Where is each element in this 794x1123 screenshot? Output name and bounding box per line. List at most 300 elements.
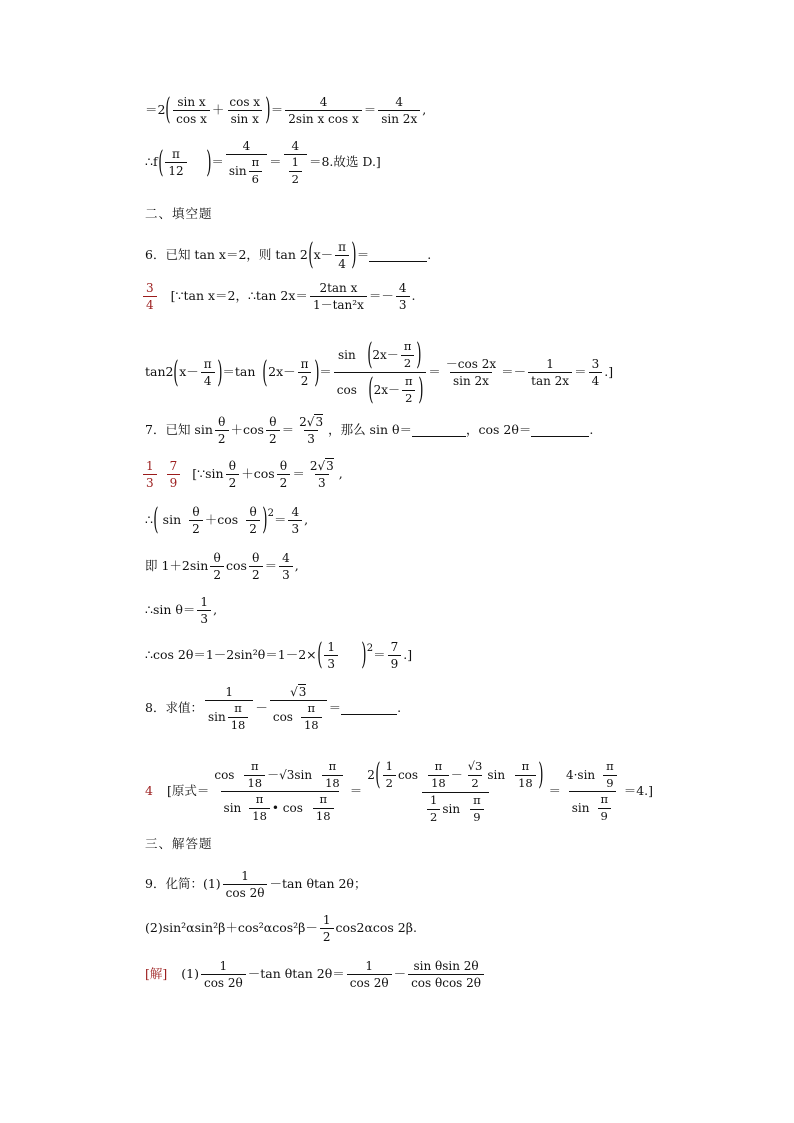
answer-blank-sin[interactable] <box>412 424 466 437</box>
text: ＝ <box>211 154 224 170</box>
text: ＝ <box>269 154 282 170</box>
fraction <box>226 96 263 125</box>
numerator: 1 <box>430 793 438 807</box>
text: cos <box>336 383 357 397</box>
numerator: π <box>203 357 212 371</box>
fraction <box>396 282 410 311</box>
exponent: 2 <box>366 643 374 654</box>
text: sin <box>571 801 590 815</box>
paren-open: ( <box>153 502 159 537</box>
answer-7 <box>145 460 343 489</box>
fraction <box>205 686 253 731</box>
fraction <box>307 460 337 489</box>
denominator: 3 <box>304 430 318 445</box>
denominator: 1－tan²x <box>310 296 367 311</box>
question-6 <box>145 237 432 272</box>
denominator: 3 <box>288 520 302 535</box>
paren-close: ) <box>205 144 212 180</box>
numerator: 4 <box>291 139 300 153</box>
fraction <box>335 241 349 270</box>
fraction <box>165 148 186 177</box>
text: ＝ <box>292 466 305 482</box>
fraction <box>211 761 347 822</box>
fraction <box>597 794 611 822</box>
text: 8．求值： <box>145 700 203 716</box>
text: ∴sin θ＝ <box>145 602 196 618</box>
text: ＝ <box>273 511 287 527</box>
numerator: sin x <box>177 94 206 109</box>
denominator: sin x <box>228 110 262 125</box>
exponent: 2 <box>267 508 274 519</box>
text: (2)sin²αsin²β＋cos²αcos²β－ <box>145 920 318 936</box>
denominator: 2 <box>215 430 229 445</box>
text: [原式＝ <box>166 783 210 799</box>
text: －√3sin <box>267 768 313 782</box>
denominator: 6 <box>249 171 262 186</box>
answer-7-step-5 <box>145 637 413 672</box>
text: － <box>450 768 463 782</box>
fraction <box>270 686 327 731</box>
text: sin <box>223 801 242 815</box>
denominator: 2 <box>401 355 414 370</box>
paren-open: ( <box>262 354 268 390</box>
paren-open: ( <box>375 757 381 792</box>
text: ＝ <box>319 364 332 380</box>
text: ＝－ <box>501 364 527 380</box>
fraction <box>589 358 603 387</box>
text: sin <box>207 710 226 724</box>
text: ＝ <box>574 364 587 380</box>
denominator: 2 <box>298 372 312 387</box>
denominator: tan 2x <box>528 372 572 387</box>
denominator: 18 <box>428 775 449 790</box>
answer-9 <box>145 960 486 989</box>
fraction <box>388 641 402 670</box>
paren-close: ) <box>216 354 223 390</box>
paren-open: ( <box>366 337 373 372</box>
fraction <box>401 341 415 369</box>
text: ＝ <box>363 101 377 117</box>
line-2 <box>145 140 381 185</box>
denominator: 2 <box>226 474 240 489</box>
denominator: 2 <box>277 474 291 489</box>
text: sin <box>228 164 247 178</box>
paren-close: ) <box>416 337 422 372</box>
fraction <box>201 960 246 989</box>
denominator <box>569 791 616 822</box>
fraction <box>215 416 229 445</box>
denominator: 2 <box>210 566 224 581</box>
text: － <box>255 700 268 716</box>
answer-value: 4 <box>145 783 153 799</box>
numerator: π <box>172 147 180 161</box>
denominator: 3 <box>315 474 329 489</box>
fraction <box>528 358 572 387</box>
fraction <box>173 96 210 125</box>
answer-blank[interactable] <box>341 702 397 715</box>
denominator: 2 <box>468 775 481 790</box>
numerator: π <box>521 759 530 773</box>
answer-8 <box>145 757 654 824</box>
text: sin <box>442 802 461 816</box>
text: ＋cos <box>241 466 275 482</box>
text: , <box>294 558 299 574</box>
text: ，那么 sin θ＝ <box>328 422 413 438</box>
denominator: cos 2θ <box>201 974 246 989</box>
text: ＝2 <box>145 101 166 117</box>
text: .] <box>604 364 614 380</box>
text: ＝－ <box>368 288 394 304</box>
denominator: 3 <box>279 566 293 581</box>
numerator: √3 <box>290 685 307 699</box>
text: . <box>397 700 402 716</box>
numerator: sin θsin 2θ <box>413 959 479 973</box>
fraction <box>324 641 338 670</box>
question-9 <box>145 870 366 899</box>
text: sin <box>487 768 506 782</box>
text: x－ <box>179 364 199 380</box>
denominator: 2 <box>289 171 302 186</box>
answer-6 <box>145 282 416 311</box>
numerator: 1 <box>546 357 554 371</box>
text: cos <box>397 768 419 782</box>
paren-close: ) <box>265 92 271 127</box>
fraction <box>313 794 334 822</box>
numerator: 7 <box>390 639 399 654</box>
numerator: 4 <box>319 94 328 109</box>
numerator: √3 <box>467 759 483 773</box>
numerator: π <box>473 793 481 807</box>
text: sin <box>162 511 182 527</box>
numerator: cos x <box>229 94 261 109</box>
numerator: 3 <box>146 281 154 295</box>
fraction <box>515 761 536 789</box>
fraction <box>443 358 499 387</box>
text: . <box>411 288 416 304</box>
text: ＝ <box>548 783 561 799</box>
text: － <box>393 966 407 982</box>
text: ＝ <box>356 246 370 262</box>
answer-7-step-3 <box>145 552 299 581</box>
paren-open: ( <box>308 237 314 272</box>
text: ＝ <box>428 364 441 380</box>
denominator: 2 <box>320 928 334 943</box>
denominator <box>226 154 267 185</box>
text: 即 1＋2sin <box>145 558 209 574</box>
text: －tan θtan 2θ； <box>269 876 367 892</box>
numerator: θ <box>279 459 288 473</box>
fraction <box>288 506 302 535</box>
paren-close: ) <box>417 372 424 407</box>
fraction <box>301 703 322 731</box>
denominator: 3 <box>197 610 211 625</box>
numerator: 4 <box>291 504 300 519</box>
numerator: 1 <box>200 595 209 609</box>
fraction <box>228 703 249 731</box>
fraction <box>266 416 280 445</box>
text: ，cos 2θ＝ <box>466 422 532 438</box>
answer-blank[interactable] <box>369 249 427 262</box>
text: cos <box>214 768 235 782</box>
text: ＝8.故选 D.] <box>308 154 381 170</box>
denominator: 18 <box>228 717 249 732</box>
numerator: θ <box>218 415 226 429</box>
text: ＋ <box>211 101 225 117</box>
text: cos <box>272 710 293 724</box>
numerator: 1 <box>385 759 393 773</box>
text: ＋cos <box>230 422 264 438</box>
answer-7-step-2 <box>145 502 309 537</box>
numerator: 1 <box>241 869 249 883</box>
fraction <box>277 460 291 489</box>
paren-close: ) <box>262 502 268 537</box>
text: .] <box>403 646 413 662</box>
fraction <box>226 460 240 489</box>
denominator: 2 <box>266 430 280 445</box>
denominator: 18 <box>244 775 265 790</box>
fraction <box>378 96 420 125</box>
numerator: π <box>338 239 347 254</box>
text: ∴f <box>145 154 158 170</box>
answer-fraction <box>143 282 157 311</box>
fraction <box>249 157 263 185</box>
text: ＝ <box>270 101 284 117</box>
answer-7-step-4 <box>145 596 217 625</box>
paren-open: ( <box>316 637 323 672</box>
fraction <box>201 358 215 387</box>
text: 9．化简：(1) <box>145 876 221 892</box>
text: 3 <box>326 459 334 473</box>
solution-label: [解] <box>145 966 168 982</box>
numerator: θ <box>228 459 237 473</box>
numerator <box>364 757 546 792</box>
denominator: 18 <box>322 775 343 790</box>
denominator: 9 <box>470 809 483 824</box>
fraction <box>197 596 211 625</box>
question-7 <box>145 416 593 445</box>
section-heading-fill-in: 二、填空题 <box>145 206 213 221</box>
denominator: 2 <box>427 809 440 824</box>
denominator: 18 <box>301 717 322 732</box>
denominator: 4 <box>589 372 603 387</box>
denominator: 18 <box>515 775 536 790</box>
numerator: 1 <box>322 913 331 927</box>
fraction <box>249 552 263 581</box>
text: , <box>304 511 309 527</box>
numerator: 4 <box>398 281 407 295</box>
denominator: 9 <box>603 775 616 790</box>
text: 3 <box>298 685 307 699</box>
numerator: 2tan x <box>319 281 358 295</box>
text: 6．已知 tan x＝2，则 tan 2 <box>145 246 308 262</box>
fraction <box>226 140 267 185</box>
fraction <box>427 795 440 823</box>
numerator: π <box>403 339 412 353</box>
text: 2x－ <box>372 348 399 362</box>
text: cos <box>225 558 247 574</box>
denominator <box>221 791 339 822</box>
numerator: 1 <box>225 685 233 699</box>
fraction <box>603 761 617 789</box>
numerator: π <box>307 701 316 715</box>
text: . <box>427 246 432 262</box>
text: 3 <box>315 415 324 429</box>
text: 2 <box>367 768 375 782</box>
numerator: π <box>600 792 608 806</box>
denominator: 9 <box>167 474 181 489</box>
text: x－ <box>313 246 334 262</box>
numerator: π <box>250 759 259 773</box>
denominator: 18 <box>249 808 270 823</box>
denominator: 2 <box>402 390 415 405</box>
denominator <box>284 154 307 185</box>
denominator: 2 <box>249 566 263 581</box>
denominator: cos θcos 2θ <box>408 974 484 989</box>
fraction <box>310 282 367 311</box>
fraction <box>465 761 486 789</box>
paren-open: ( <box>157 144 164 180</box>
fraction <box>347 960 392 989</box>
text: 7．已知 sin <box>145 422 213 438</box>
text: ＝4.] <box>623 783 654 799</box>
numerator: 1 <box>327 639 335 654</box>
numerator <box>335 337 425 372</box>
numerator: θ <box>213 551 221 565</box>
denominator: 2 <box>383 775 396 790</box>
denominator: sin 2x <box>450 372 492 387</box>
fraction <box>383 761 396 789</box>
fraction <box>210 552 224 581</box>
fraction <box>249 794 270 822</box>
paren-close: ) <box>537 757 544 792</box>
numerator: 2√3 <box>299 415 324 429</box>
answer-fraction-1 <box>143 460 157 489</box>
text: ＝ <box>281 422 295 438</box>
denominator <box>422 792 489 823</box>
text: ＝ <box>349 783 363 799</box>
text: [∵tan x＝2，∴tan 2x＝ <box>170 288 308 304</box>
numerator: 4 <box>395 94 404 109</box>
numerator: π <box>319 792 327 806</box>
fraction <box>244 761 265 789</box>
text: ＝tan <box>222 364 256 380</box>
text: sin <box>337 348 356 362</box>
text: . <box>589 422 594 438</box>
text: ＝ <box>373 646 386 662</box>
numerator: 4 <box>282 551 290 565</box>
fraction <box>563 761 622 822</box>
paren-close: ) <box>361 637 367 672</box>
fraction <box>428 761 449 789</box>
fraction <box>296 416 326 445</box>
numerator: θ <box>269 415 277 429</box>
text: ∴cos 2θ＝1－2sin²θ＝1－2× <box>145 646 317 662</box>
text: 2 <box>299 415 307 429</box>
answer-6-continued <box>145 337 614 407</box>
text: , <box>213 602 218 618</box>
numerator: θ <box>252 551 260 565</box>
numerator <box>563 761 622 791</box>
paren-open: ( <box>173 354 179 390</box>
numerator: 2√3 <box>309 459 334 473</box>
denominator: 4 <box>201 372 215 387</box>
fraction <box>246 506 260 535</box>
fraction <box>223 870 268 899</box>
denominator <box>334 372 427 405</box>
numerator: π <box>434 759 443 773</box>
fraction <box>320 914 334 943</box>
text: ＋cos <box>204 511 239 527</box>
text: cos2αcos 2β. <box>335 920 417 936</box>
denominator: cos 2θ <box>223 884 268 899</box>
text: [∵sin <box>192 466 224 482</box>
numerator: 3 <box>591 357 600 371</box>
denominator: sin 2x <box>378 110 420 125</box>
denominator: 3 <box>396 296 410 311</box>
line-1 <box>145 92 427 127</box>
fraction <box>189 506 203 535</box>
numerator: θ <box>249 504 257 519</box>
fraction <box>402 376 416 404</box>
numerator <box>211 761 347 791</box>
numerator: π <box>300 357 309 371</box>
text: tan2 <box>145 364 174 380</box>
text: 2 <box>309 459 318 473</box>
paren-close: ) <box>351 237 357 272</box>
denominator: 12 <box>165 162 186 177</box>
numerator: π <box>328 759 337 773</box>
fraction <box>289 157 302 185</box>
numerator: π <box>234 701 242 715</box>
denominator: 9 <box>388 655 402 670</box>
denominator <box>270 700 327 731</box>
numerator: π <box>255 792 264 806</box>
denominator: 18 <box>313 808 334 823</box>
text: , <box>422 101 427 117</box>
fraction <box>298 358 312 387</box>
text: 2x－ <box>268 364 296 380</box>
text: , <box>338 466 343 482</box>
numerator: 4 <box>242 139 251 153</box>
text: ＝ <box>328 700 342 716</box>
denominator: 2sin x cos x <box>285 110 361 125</box>
denominator: 3 <box>324 655 338 670</box>
denominator <box>205 700 253 731</box>
fraction <box>470 795 484 823</box>
numerator: 1 <box>146 459 154 473</box>
denominator: 2 <box>189 520 203 535</box>
fraction <box>279 552 293 581</box>
answer-blank-cos[interactable] <box>531 424 589 437</box>
question-9-part-2 <box>145 914 417 943</box>
answer-fraction-2 <box>167 460 181 489</box>
text: 4·sin <box>565 768 596 782</box>
numerator: －cos 2x <box>445 357 497 371</box>
text: (1) <box>181 966 199 982</box>
paren-open: ( <box>368 372 374 407</box>
numerator: π <box>606 759 614 773</box>
question-8 <box>145 686 401 731</box>
fraction <box>364 757 546 824</box>
denominator: 3 <box>143 474 157 489</box>
text: －tan θtan 2θ＝ <box>247 966 345 982</box>
fraction <box>322 761 343 789</box>
section-heading-solutions: 三、解答题 <box>145 836 213 851</box>
text: • cos <box>271 801 303 815</box>
numerator: 1 <box>291 155 299 169</box>
denominator: cos x <box>173 110 210 125</box>
denominator: 2 <box>246 520 260 535</box>
